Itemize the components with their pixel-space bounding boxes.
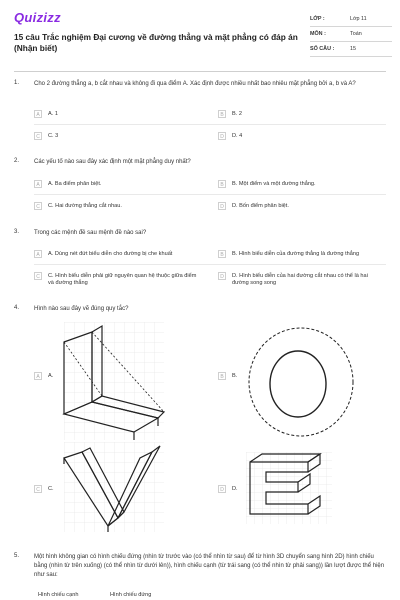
question-text: Các yếu tố nào sau đây xác định một mặt phẳng duy nhất? [34,159,191,165]
meta-value: Lớp 11 [350,16,367,22]
question-number: 3. [14,229,20,235]
option-label: C. Hai đường thẳng cắt nhau. [48,203,122,209]
option-letter-box: B [218,372,226,380]
question-text: Một hình không gian có hình chiếu đứng (nhìn từ trước vào (có thể nhìn từ sau) để từ hình 3D chuyển sang hình 2D) hình chiếu bằng (nhìn từ trên xuống) (có thể nhìn từ dưới lên)), hình chiếu cạnh (từ trái sang (có thể nhìn từ phải sang)) lần lượt được thể hiện như sau: [34,554,385,578]
option-label: C. [48,486,54,492]
question-number: 5. [14,553,20,559]
quizizz-logo: Quizizz [14,10,61,25]
option-divider [34,194,386,195]
option-divider [34,124,386,125]
option-label: A. Ba điểm phân biệt. [48,181,102,187]
option-label: D. Hình biểu diễn của hai đường cắt nhau có thể là hai đường song song [232,273,368,286]
option-label: C. 3 [48,133,59,139]
option-letter-box: A [34,250,42,258]
option-label: A. Dùng nét đứt biểu diễn cho đường bị che khuất [48,251,173,257]
question-2 [14,158,386,170]
option-label: B. Một điểm và một đường thẳng. [232,181,316,187]
meta-key: SỐ CÂU : [310,46,335,52]
option-letter-box: C [34,202,42,210]
meta-row-count [310,42,392,57]
option-label: A. [48,373,54,379]
meta-table [310,12,392,57]
option-label: A. 1 [48,111,58,117]
header-divider [14,71,386,72]
label-front-view: Hình chiếu đứng [110,592,152,598]
option-label: D. Bốn điểm phân biệt. [232,203,289,209]
option-letter-box: A [34,180,42,188]
figure-b-ring [246,326,356,438]
option-letter-box: B [218,110,226,118]
question-3 [14,229,386,241]
meta-row-subject [310,27,392,42]
option-label: B. Hình biểu diễn của đường thẳng là đường thẳng [232,251,360,257]
option-letter-box: C [34,132,42,140]
meta-key: MÔN : [310,31,326,37]
question-number: 2. [14,158,20,164]
option-letter-box: C [34,485,42,493]
option-divider [34,264,386,265]
option-label: D. 4 [232,133,243,139]
meta-value: 15 [350,46,356,52]
question-number: 1. [14,80,20,86]
figure-a-l-shape [54,322,174,440]
option-letter-box: C [34,272,42,280]
option-label: B. 2 [232,111,242,117]
header [0,0,400,72]
question-number: 4. [14,305,20,311]
label-side-view: Hình chiếu cạnh [38,592,79,598]
question-text: Trong các mệnh đề sau mệnh đề nào sai? [34,230,147,236]
option-letter-box: D [218,202,226,210]
option-letter-box: A [34,372,42,380]
question-4 [14,305,386,317]
question-text: Hình nào sau đây vẽ đúng quy tắc? [34,306,129,312]
option-label: D. [232,486,238,492]
figure-d-e-shape [246,452,332,524]
figure-c-v-shape [54,442,174,532]
meta-key: LỚP : [310,16,325,22]
option-letter-box: A [34,110,42,118]
option-letter-box: D [218,132,226,140]
document-title: 15 câu Trắc nghiệm Đại cương về đường thẳng và mặt phẳng có đáp án (Nhận biết) [14,32,298,53]
meta-row-class [310,12,392,27]
option-letter-box: B [218,180,226,188]
question-text: Cho 2 đường thẳng a, b cắt nhau và không đi qua điểm A. Xác định được nhiều nhất bao nhiêu mặt phẳng bởi a, b và A? [34,81,356,87]
option-letter-box: D [218,485,226,493]
question-5 [14,553,386,593]
option-label: C. Hình biểu diễn phải giữ nguyên quan hệ thuộc giữa điểm và đường thẳng [48,273,197,286]
option-label: B. [232,373,238,379]
option-letter-box: D [218,272,226,280]
option-letter-box: B [218,250,226,258]
question-1 [14,80,386,110]
meta-value: Toán [350,31,362,37]
